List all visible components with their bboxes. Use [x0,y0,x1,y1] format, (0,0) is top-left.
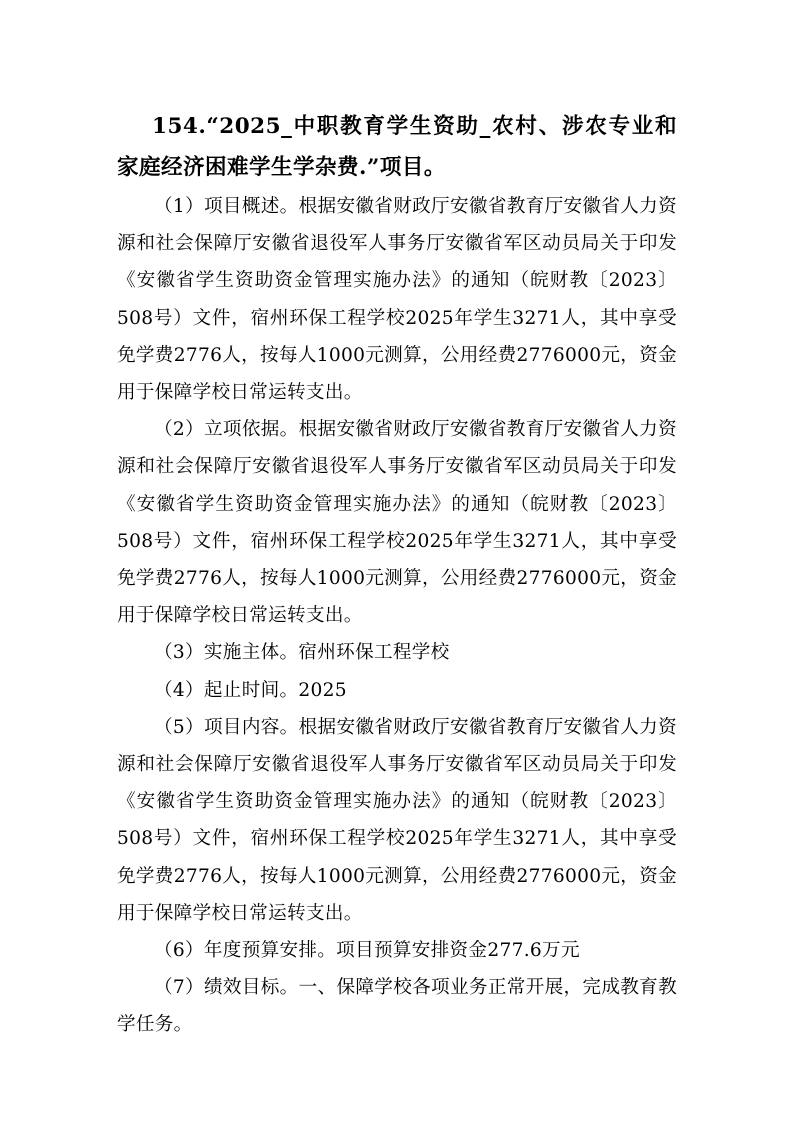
section-budget: （6）年度预算安排。项目预算安排资金277.6万元 [154,940,580,962]
section-overview: （1）项目概述。根据安徽省财政厅安徽省教育厅安徽省人力资源和社会保障厅安徽省退役军人事务厅安徽省军区动员局关于印发《安徽省学生资助资金管理实施办法》的通知（皖财教〔2023〕508号）文件，宿州环保工程学校2025年学生3271人，其中享受免学费2776人，按每人1000元测算，公用经费2776000元，资金用于保障学校日常运转支出。 [117,196,677,404]
section-goals: （7）绩效目标。一、保障学校各项业务正常开展，完成教育教学任务。 [117,977,677,1036]
section-period: （4）起止时间。2025 [154,679,347,701]
project-title: 154.“2025_中职教育学生资助_农村、涉农专业和家庭经济困难学生学杂费.”项目。 [117,114,677,180]
section-basis: （2）立项依据。根据安徽省财政厅安徽省教育厅安徽省人力资源和社会保障厅安徽省退役军人事务厅安徽省军区动员局关于印发《安徽省学生资助资金管理实施办法》的通知（皖财教〔2023〕508号）文件，宿州环保工程学校2025年学生3271人，其中享受免学费2776人，按每人1000元测算，公用经费2776000元，资金用于保障学校日常运转支出。 [117,419,677,627]
section-implementer: （3）实施主体。宿州环保工程学校 [154,642,450,664]
section-content: （5）项目内容。根据安徽省财政厅安徽省教育厅安徽省人力资源和社会保障厅安徽省退役军人事务厅安徽省军区动员局关于印发《安徽省学生资助资金管理实施办法》的通知（皖财教〔2023〕508号）文件，宿州环保工程学校2025年学生3271人，其中享受免学费2776人，按每人1000元测算，公用经费2776000元，资金用于保障学校日常运转支出。 [117,716,677,924]
document-page [117,106,677,1044]
